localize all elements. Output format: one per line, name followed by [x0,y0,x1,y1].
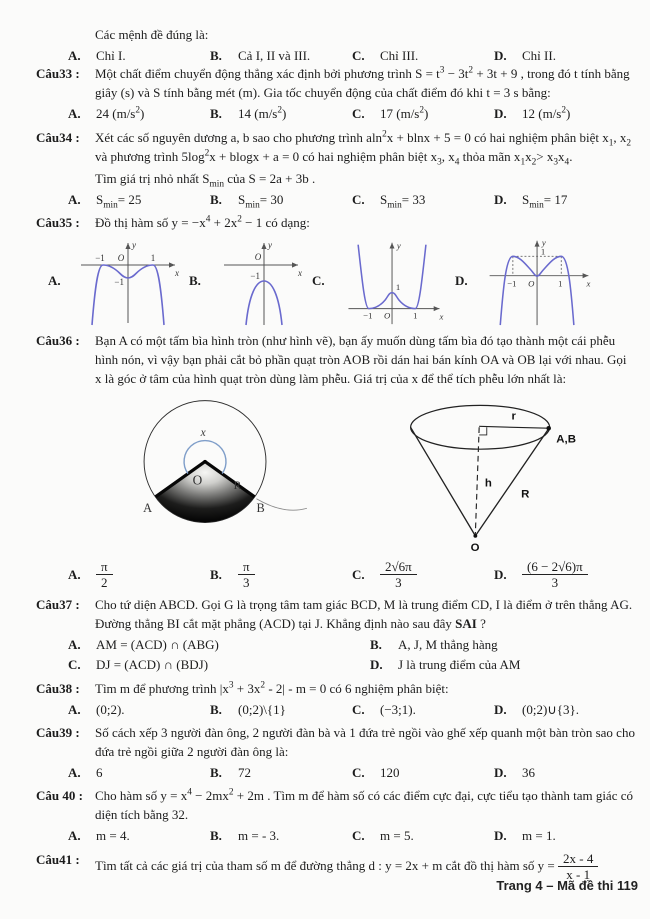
option-text: $S_{min}= 33$ [380,191,426,211]
option-letter: A. [68,764,81,780]
axis-tick-label: −1 [363,310,373,321]
answer-option [210,191,352,209]
option-letter: C. [352,764,365,780]
answer-option [210,105,352,123]
fraction-denominator: 3 [551,575,559,591]
option-letter: C. [68,657,81,673]
option-text: 6 [96,764,103,780]
origin-label: O [117,253,125,264]
question-number: Câu35 : [36,215,80,231]
q39-answers [68,764,650,782]
rim-point-ab-label: A,B [556,433,576,446]
top-radius-r-label: r [511,410,517,423]
fraction-value [238,559,255,591]
answer-option [370,656,650,674]
option-letter: D. [370,657,383,673]
answer-option [352,105,494,123]
question-36 [0,332,650,591]
option-text: (0;2)∪{3}. [522,701,580,717]
option-letter: D. [494,191,507,207]
axis-tick-label: 1 [558,278,563,289]
option-letter: B. [210,47,222,63]
question-number: Câu36 : [36,333,80,349]
question-number: Câu38 : [36,680,80,696]
question-39 [0,724,650,782]
answer-option [210,559,352,591]
option-letter: A. [68,701,81,717]
option-letter: A. [48,273,61,289]
option-text: $S_{min}= 17$ [522,191,568,211]
q33-answers [68,105,650,123]
x-axis-label: x [439,311,444,322]
option-letter: B. [210,701,222,717]
graph-option-c [306,235,449,327]
answer-option [210,47,352,65]
fraction-denominator: 3 [395,575,402,591]
option-letter: D. [494,764,507,780]
option-text: J là trung điểm của AM [398,657,521,673]
answer-option [68,764,210,782]
question-number: Câu39 : [36,724,80,740]
answer-option [352,47,494,65]
question-number: Câu41 : [36,851,80,867]
fraction-denominator: 3 [243,575,250,591]
option-text: m = 1. [522,828,556,844]
answer-option [68,636,370,654]
question-40 [0,787,650,845]
axis-tick-label: −1 [507,278,517,289]
option-letter: C. [352,47,365,63]
point-a-label: A [143,501,153,516]
option-text: $S_{min}= 30$ [238,191,284,211]
option-letter: A. [68,566,81,582]
option-letter: B. [210,828,222,844]
question-number: Câu 40 : [36,788,83,804]
option-text: 72 [238,764,251,780]
answer-option [210,701,352,719]
slant-R-label: R [521,488,530,501]
fraction-numerator: π [238,559,255,575]
option-letter: A. [68,636,81,652]
answer-option [494,764,650,782]
question-text: Đồ thị hàm số $y = -x^4 + 2x^2 - 1$ có dạng: [95,214,310,231]
option-text: 14 $(m/s^2)$ [238,106,287,122]
cone-figure [385,393,580,553]
graph-option-d [449,235,598,327]
x-axis-label: x [298,268,302,279]
option-text: 120 [380,764,400,780]
answer-option [68,701,210,719]
option-letter: C. [352,106,365,122]
option-text: m = 4. [96,828,130,844]
axis-tick-label: 1 [413,310,418,321]
question-35 [0,214,650,327]
q36-figures [98,393,650,553]
answer-option [68,656,370,674]
option-text: AM = (ACD) ∩ (ABG) [96,636,219,652]
question-text [95,129,650,189]
q34-answers [68,191,650,209]
option-text: Chỉ III. [380,47,419,63]
fraction-denominator: x - 1 [566,867,591,883]
answer-option [352,191,494,209]
page-footer: Trang 4 – Mã đề thi 119 [496,878,638,893]
option-letter: A. [68,828,81,844]
axis-tick-label: 1 [150,253,156,264]
option-text: 17 $(m/s^2)$ [380,106,429,122]
fraction-value [380,559,417,591]
option-text: 12 $(m/s^2)$ [522,106,571,122]
answer-option [68,105,210,123]
option-letter: B. [370,636,382,652]
q40-answers [68,827,650,845]
option-text: (0;2). [96,701,125,717]
answer-option [352,764,494,782]
option-text: 36 [522,764,535,780]
answer-option [370,636,650,654]
q37-answers-row1 [68,636,650,654]
x-axis-label: x [586,278,591,289]
axis-tick-label: 1 [540,246,546,257]
answer-option [68,559,210,591]
option-letter: D. [494,566,507,582]
graph-c-quartic-w-shape [337,235,449,327]
question-text-line: Xét các số nguyên dương a, b sao cho phương trình aln$^2$x + blnx + 5 = 0 có hai nghiệm phân biệt $x_1$, $x_2$ và phương trình $5\log^2x + blogx + a = 0$ có hai nghiệm phân biệt $x_3$, $x_4$ thỏa mãn $x_1x_2> x_3x_4$. [95,129,632,168]
option-letter: C. [312,273,325,289]
option-letter: D. [494,106,507,122]
center-o-label: O [192,472,203,488]
option-text: m = - 3. [238,828,280,844]
graph-b-downward-parabola [214,235,306,327]
fraction-numerator: 2√6π [380,559,417,575]
fraction-numerator: (6 − 2√6)π [522,559,588,575]
intro-prompt: Các mệnh đề đúng là: [95,27,209,42]
question-text: Cho tứ diện ABCD. Gọi G là trọng tâm tam giác BCD, M là trung điểm CD, I là điểm ở trên thẳng AG. Đường thẳng BI cắt mặt phẳng (ACD) tại J. Khẳng định nào sau đây SAI ? [95,596,633,631]
answer-option [352,701,494,719]
origin-label: O [384,310,391,321]
option-letter: A. [68,47,81,63]
fraction-numerator: π [96,559,113,575]
option-letter: B. [189,273,201,289]
y-axis-label: y [268,240,272,251]
option-letter: D. [494,828,507,844]
origin-label: O [254,252,262,263]
question-text: Tìm m để phương trình $|x^3 + 3x^2 - 2| - m = 0$ có 6 nghiệm phân biệt: [95,680,449,696]
option-letter: C. [352,828,365,844]
fraction-value [96,559,113,591]
answer-option [210,827,352,845]
question-number: Câu34 : [36,129,80,145]
option-letter: D. [494,701,507,717]
question-text: Bạn A có một tấm bìa hình tròn (như hình vẽ), bạn ấy muốn dùng tấm bìa đó tạo thành một cái phễu hình nón, vì vậy bạn phải cắt bỏ phần quạt tròn AOB rồi dán hai bán kính OA và OB lại với nhau. Gọi x là góc ở tâm của hình quạt tròn dùng làm phễu. Giá trị của x để thể tích phễu lớn nhất là: [95,333,627,387]
q37-answers-row2 [68,656,650,674]
x-axis-label: x [175,268,179,279]
axis-tick-label: −1 [250,271,260,282]
intro-answers [68,47,650,65]
option-text: DJ = (ACD) ∩ (BDJ) [96,657,209,673]
answer-option [494,827,650,845]
question-text-span: Tìm tất cả các giá trị của tham số m để đường thẳng d : y = 2x + m cắt đồ thị hàm số y = [95,857,555,873]
question-text: Một chất điểm chuyển động thẳng xác định bởi phương trình $S = t^3 - 3t^2 + 3t + 9$ , trong đó t tính bằng giây (s) và S tính bằng mét (m). Gia tốc chuyển động của chất điểm đó khi t = 3 s bằng: [95,66,630,101]
circle-sector-figure [98,393,313,553]
question-text-line: Tìm giá trị nhỏ nhất $S_{min}$ của S = 2a + 3b . [95,170,316,190]
option-text: (−3;1). [380,701,416,717]
answer-option [210,764,352,782]
answer-option [494,47,650,65]
y-axis-label: y [132,240,136,251]
option-letter: A. [68,191,81,207]
option-text: A, J, M thẳng hàng [398,636,498,652]
option-text: Chỉ II. [522,47,556,63]
fraction-value [522,559,588,591]
fraction-denominator: 2 [101,575,108,591]
option-text: Cả I, II và III. [238,47,311,63]
radius-r-label: R [233,480,242,493]
option-letter: C. [352,566,365,582]
answer-option [494,105,650,123]
graph-a-quartic-m-shape [73,235,183,327]
option-letter: D. [494,47,507,63]
question-number: Câu37 : [36,596,80,612]
graph-d-m-shape-through-origin [480,235,598,327]
graph-option-a [42,235,183,327]
option-text: $S_{min}= 25$ [96,191,142,211]
axis-tick-label: −1 [95,253,105,264]
question-34 [0,129,650,209]
option-letter: B. [210,106,222,122]
answer-option [352,559,494,591]
question-33 [0,65,650,123]
option-letter: B. [210,566,222,582]
option-letter: A. [68,106,81,122]
option-letter: C. [352,701,365,717]
answer-option [68,827,210,845]
answer-option [494,701,650,719]
option-text: m = 5. [380,828,414,844]
fraction-numerator: 2x - 4 [558,851,598,867]
answer-option [494,191,650,209]
option-text: 24 $(m/s^2)$ [96,106,145,122]
height-h-label: h [484,477,492,490]
question-number: Câu33 : [36,66,80,82]
q35-graph-options [42,235,650,327]
answer-option [68,191,210,209]
option-text: Chỉ I. [96,47,126,63]
question-38 [0,680,650,719]
angle-x-label: x [200,426,206,439]
option-letter: B. [210,191,222,207]
q36-answers [68,559,650,591]
option-letter: D. [455,273,468,289]
q38-answers [68,701,650,719]
option-text: (0;2)\{1} [238,701,286,717]
point-b-label: B [256,501,265,516]
axis-tick-label: −1 [114,277,124,288]
graph-option-b [183,235,306,327]
y-axis-label: y [396,240,401,251]
y-axis-label: y [541,237,546,248]
option-letter: C. [352,191,365,207]
answer-option [68,47,210,65]
answer-option [352,827,494,845]
question-37 [0,596,650,675]
question-text: Cho hàm số $y = x^4 - 2mx^2 + 2m$ . Tìm m để hàm số có các điểm cực đại, cực tiểu tạo thành tam giác có diện tích bằng 32. [95,788,633,823]
origin-label: O [528,278,535,289]
answer-option [494,559,650,591]
apex-o-label: O [470,542,480,554]
axis-tick-label: 1 [395,282,401,293]
option-letter: B. [210,764,222,780]
question-text: Số cách xếp 3 người đàn ông, 2 người đàn bà và 1 đứa trẻ ngồi vào ghế xếp quanh một bàn tròn sao cho đứa trẻ ngồi giữa 2 người đàn ông là: [95,724,635,759]
